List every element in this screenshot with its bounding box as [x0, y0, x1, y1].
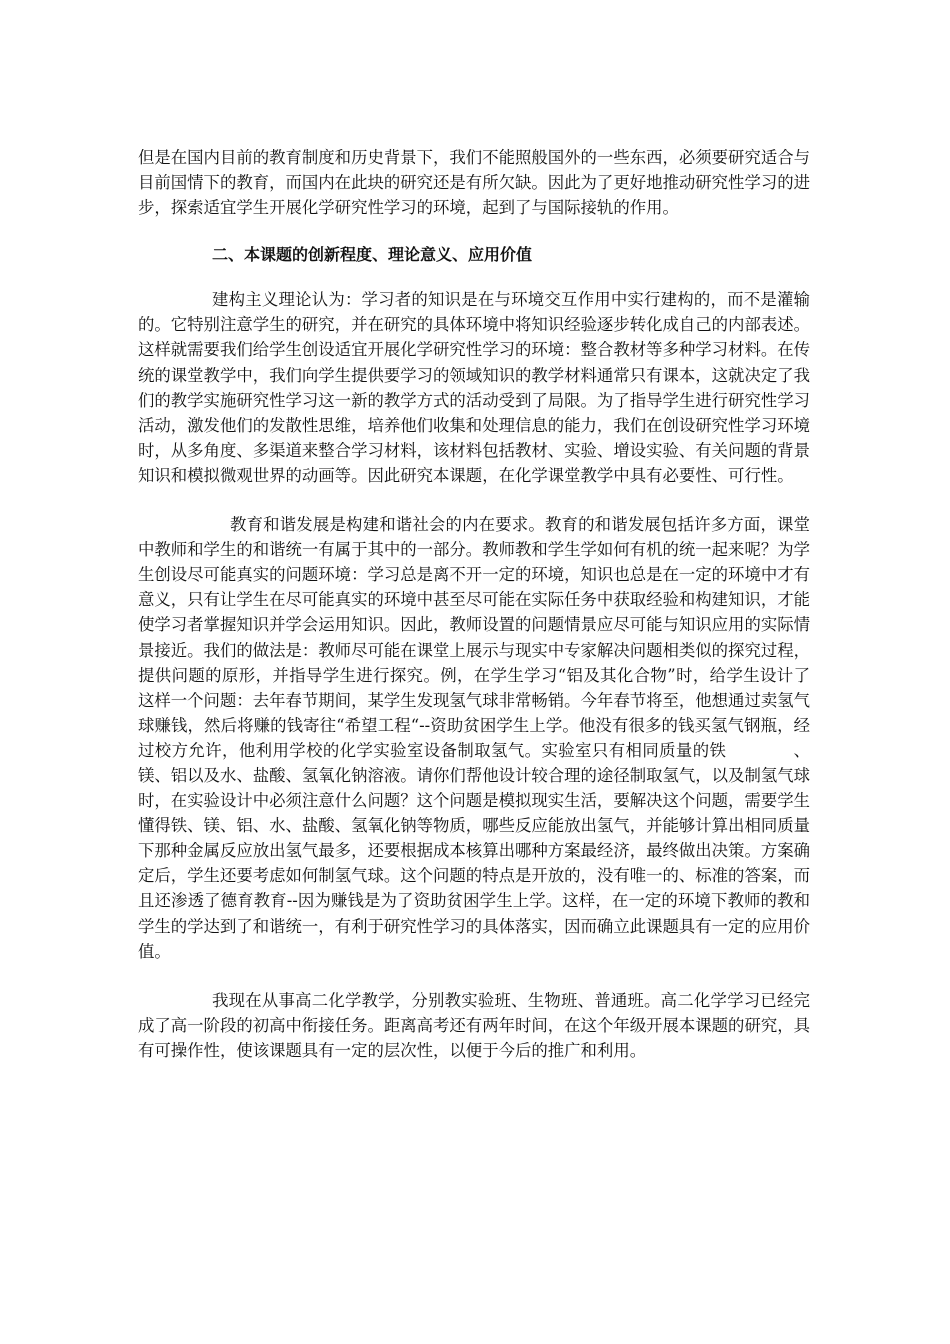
paragraph-constructivism: 建构主义理论认为：学习者的知识是在与环境交互作用中实行建构的，而不是灌输的。它特别注意学生的研究，并在研究的具体环境中将知识经验逐步转化成自己的内部表述。这样就需要我们给学生创设适宜开展化学研究性学习的环境：整合教材等多种学习材料。在传统的课堂教学中，我们向学生提供要学习的领域知识的教学材料通常只有课本，这就决定了我们的教学实施研究性学习这一新的教学方式的活动受到了局限。为了指导学生进行研究性学习活动，激发他们的发散性思维，培养他们收集和处理信息的能力，我们在创设研究性学习环境时，从多角度、多渠道来整合学习材料，该材料包括教材、实验、增设实验、有关问题的背景知识和模拟微观世界的动画等。因此研究本课题，在化学课堂教学中具有必要性、可行性。 [138, 290, 811, 485]
paragraph-harmonious-development: 教育和谐发展是构建和谐社会的内在要求。教育的和谐发展包括许多方面，课堂中教师和学生的和谐统一有属于其中的一部分。教师教和学生学如何有机的统一起来呢？为学生创设尽可能真实的问题环境：学习总是离不开一定的环境，知识也总是在一定的环境中才有意义，只有让学生在尽可能真实的环境中甚至尽可能在实际任务中获取经验和构建知识，才能使学习者掌握知识并学会运用知识。因此，教师设置的问题情景应尽可能与知识应用的实际情景接近。我们的做法是：教师尽可能在课堂上展示与现实中专家解决问题相类似的探究过程，提供问题的原形，并指导学生进行探究。例，在学生学习“铝及其化合物”时，给学生设计了这样一个问题：去年春节期间，某学生发现氢气球非常畅销。今年春节将至，他想通过卖氢气球赚钱，然后将赚的钱寄往“希望工程“--资助贫困学生上学。他没有很多的钱买氢气钢瓶，经过校方允许，他利用学校的化学实验室设备制取氢气。实验室只有相同质量的铁 、镁、铝以及水、盐酸、氢氧化钠溶液。请你们帮他设计较合理的途径制取氢气，以及制氢气球时，在实验设计中必须注意什么问题？这个问题是模拟现实生活，要解决这个问题，需要学生懂得铁、镁、铝、水、盐酸、氢氧化钠等物质，哪些反应能放出氢气，并能够计算出相同质量下那种金属反应放出氢气最多，还要根据成本核算出哪种方案最经济，最终做出决策。方案确定后，学生还要考虑如何制氢气球。这个问题的特点是开放的，没有唯一的、标准的答案，而且还渗透了德育教育--因为赚钱是为了资助贫困学生上学。这样，在一定的环境下教师的教和学生的学达到了和谐统一，有利于研究性学习的具体落实，因而确立此课题具有一定的应用价值。 [138, 515, 811, 961]
section-heading: 二、本课题的创新程度、理论意义、应用价值 [212, 245, 533, 265]
paragraph-intro-continuation: 但是在国内目前的教育制度和历史背景下，我们不能照般国外的一些东西，必须要研究适合与目前国情下的教育，而国内在此块的研究还是有所欠缺。因此为了更好地推动研究性学习的进步，探索适宜学生开展化学研究性学习的环境，起到了与国际接轨的作用。 [138, 148, 811, 218]
paragraph-teaching-context: 我现在从事高二化学教学，分别教实验班、生物班、普通班。高二化学学习已经完成了高一阶段的初高中衔接任务。距离高考还有两年时间，在这个年级开展本课题的研究，具有可操作性，使该课题具有一定的层次性，以便于今后的推广和利用。 [138, 990, 811, 1060]
document-body [138, 145, 810, 1063]
